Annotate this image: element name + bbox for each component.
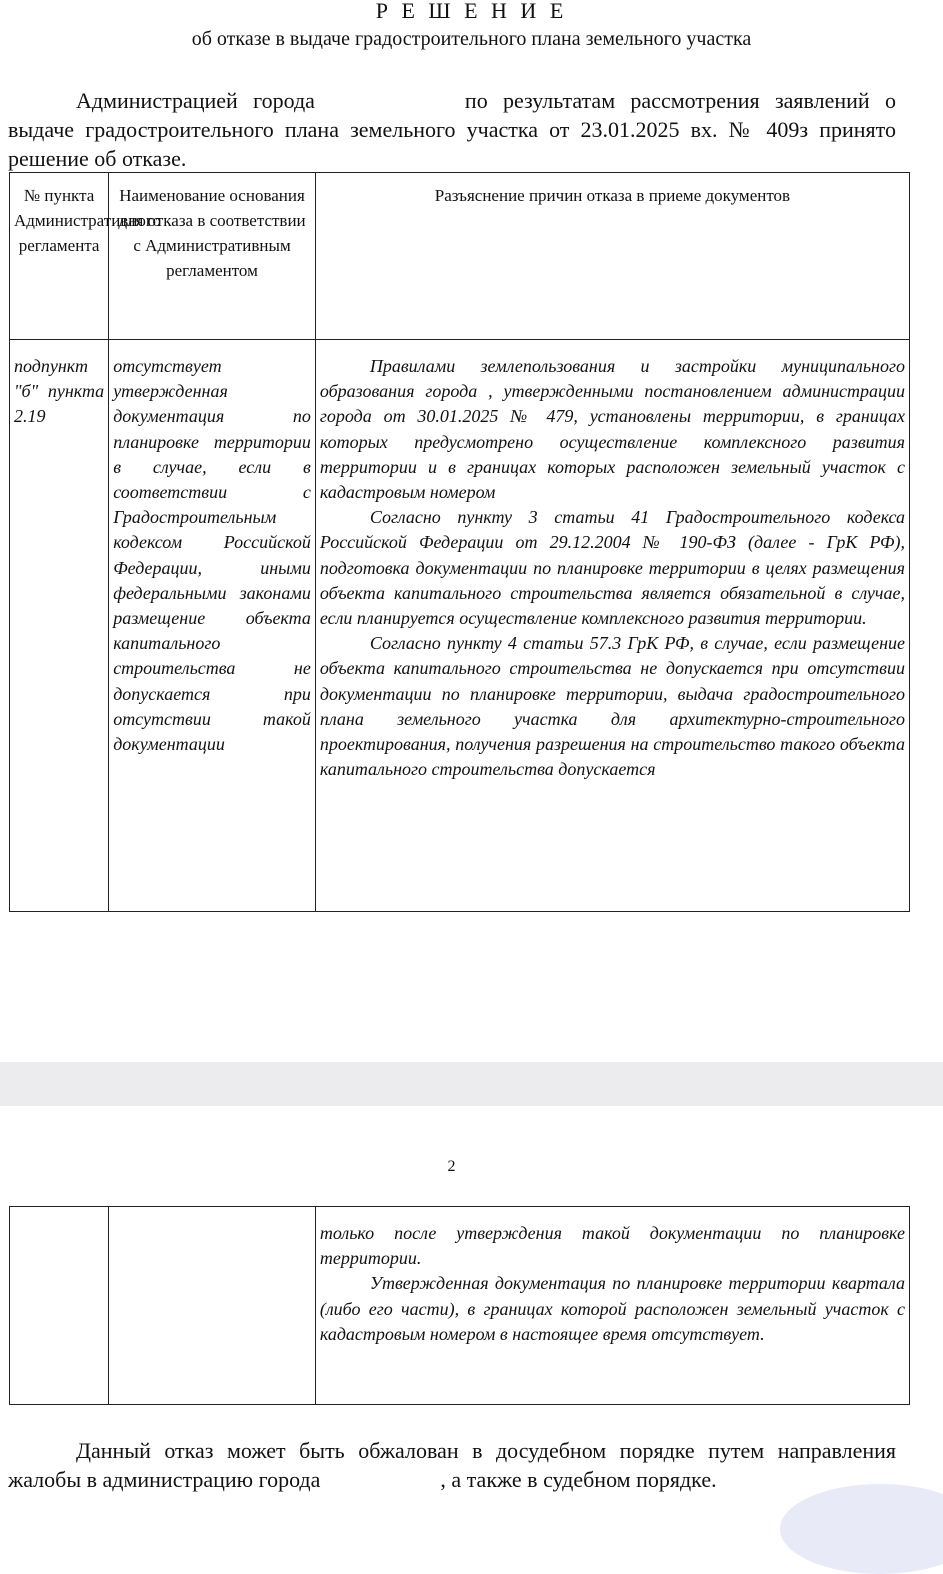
explanation-paragraph-1: Правилами землепользования и застройки муниципального образования города , утвержденными постановлением администрации города от 30.01.2025 № 479, установлены территории, в границах которых предусмотрено осуществление комплексного развития территории и в границах которых расположен земельный участок с кадастровым номером (319, 356, 905, 503)
page-separator (0, 1062, 943, 1106)
clause-number: подпункт "б" пункта 2.19 (14, 356, 105, 427)
table-header-row (10, 173, 910, 340)
explanation-paragraph-2: Согласно пункту 3 статьи 41 Градостроительного кодекса Российской Федерации от 29.12.2004 № 190-ФЗ (далее - ГрК РФ), подготовка документации по планировке территории в целях размещения объекта капитального строительства является обязательной в случае, если планируется осуществление комплексного развития территории. (319, 507, 905, 629)
explanation-continued-2: Утвержденная документация по планировке территории квартала (либо его части), в границах которой расположен земельный участок с кадастровым номером в настоящее время отсутствует. (319, 1273, 905, 1344)
explanation-continued-1: только после утверждения такой документации по планировке территории. (319, 1223, 905, 1269)
explanation-cell (315, 340, 909, 912)
intro-text-b: по результатам рассмотрения заявлений о выдаче градостроительного плана земельного участка от 23.01.2025 вх. № 409з принято решение об отказе. (8, 88, 896, 171)
empty-cell (10, 1207, 109, 1405)
empty-cell (109, 1207, 316, 1405)
table-row (10, 1207, 910, 1405)
clause-number-cell (10, 340, 109, 912)
intro-text-a: Администрацией города (76, 88, 315, 113)
header-refusal-explanation: Разъяснение причин отказа в приеме документов (315, 173, 909, 340)
appeal-paragraph (8, 1436, 896, 1494)
appeal-text-a: Данный отказ может быть обжалован в досудебном порядке путем направления жалобы в администрацию города (8, 1438, 896, 1492)
refusal-table-continued (9, 1206, 910, 1405)
appeal-text-b: , а также в судебном порядке. (440, 1467, 717, 1492)
explanation-cell-continued (315, 1207, 909, 1405)
refusal-ground-cell (109, 340, 316, 912)
header-refusal-ground: Наименование основания для отказа в соответствии с Административным регламентом (109, 173, 316, 340)
document-title: Р Е Ш Е Н И Е (375, 0, 568, 23)
document-page-2 (0, 1106, 943, 1536)
header-clause-number: № пункта Административного регламента (10, 173, 109, 340)
table-row (10, 340, 910, 912)
page-number: 2 (447, 1158, 456, 1175)
floating-overlay-blob (780, 1484, 943, 1574)
refusal-ground: отсутствует утвержденная документация по планировке территории в случае, если в соответствии с Градостроительным кодексом Российской Федерации, иными федеральными законами размещение объекта капитального строительства не допускается при отсутствии такой документации (113, 356, 311, 755)
refusal-table (9, 172, 910, 912)
explanation-paragraph-3: Согласно пункту 4 статьи 57.3 ГрК РФ, в случае, если размещение объекта капитального строительства не допускается при отсутствии документации по планировке территории, выдача градостроительного плана земельного участка для архитектурно-строительного проектирования, получения разрешения на строительство такого объекта капитального строительства допускается (319, 633, 905, 780)
intro-paragraph (8, 86, 896, 173)
document-subtitle: об отказе в выдаче градостроительного плана земельного участка (191, 28, 752, 50)
